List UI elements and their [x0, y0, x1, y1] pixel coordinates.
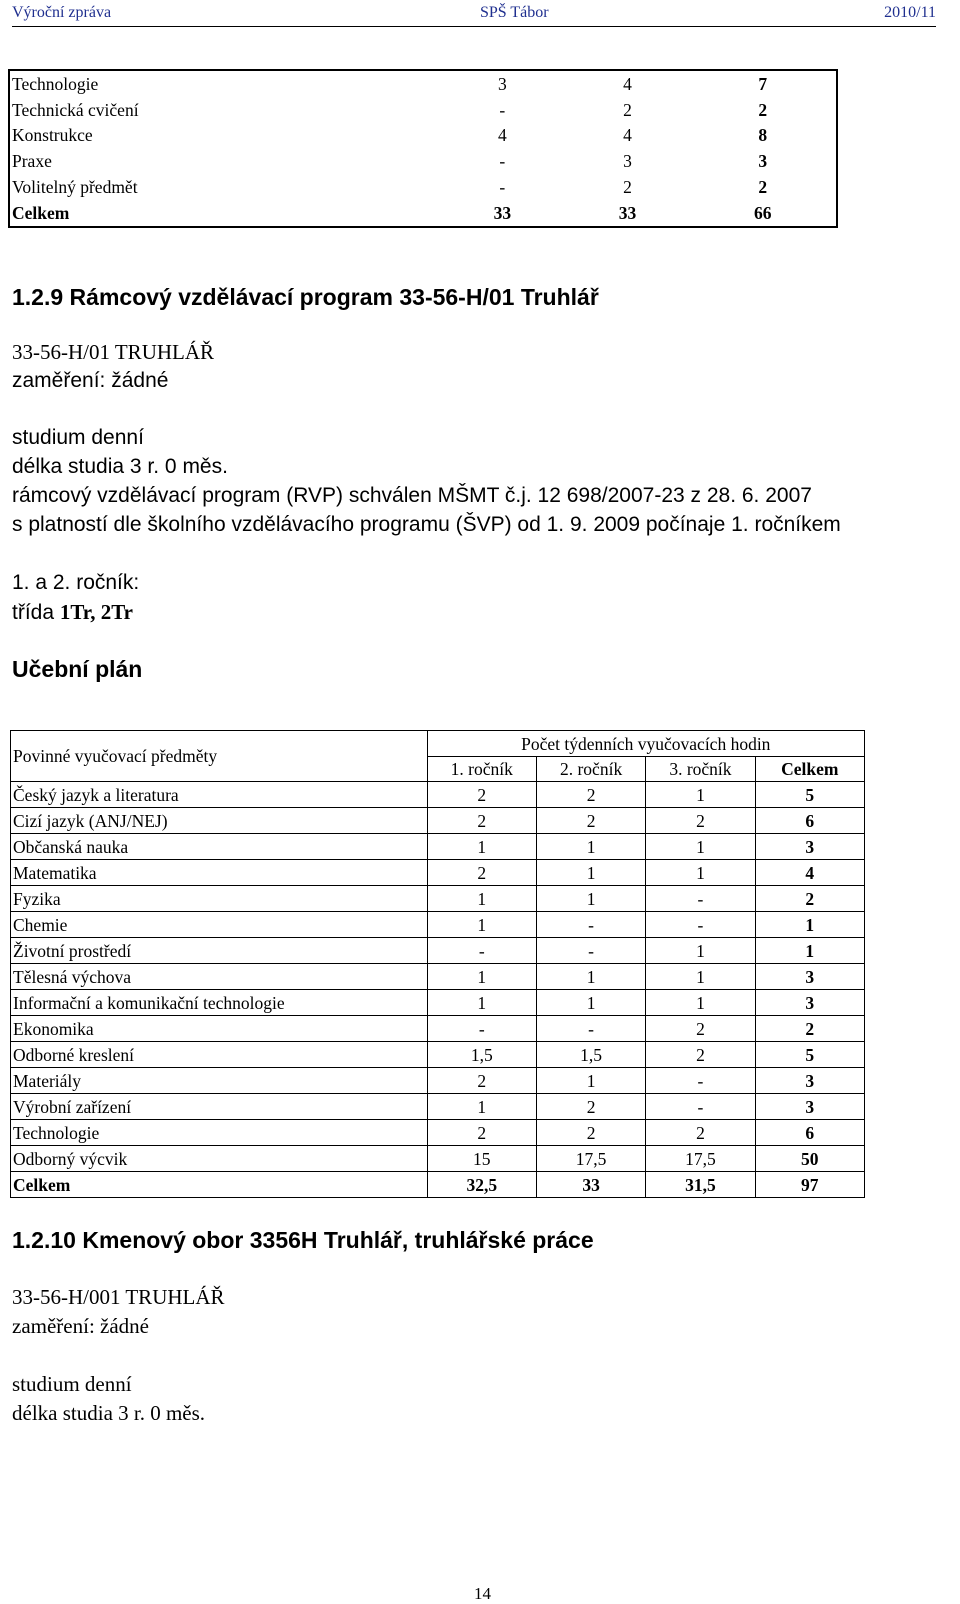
hours-cell: 1: [427, 912, 536, 938]
table-row: [9, 70, 837, 97]
hours-cell: 33: [618, 202, 637, 223]
hours-cell: 3: [623, 151, 632, 172]
table-row: [9, 97, 837, 123]
subject-name: Životní prostředí: [11, 938, 428, 964]
table-row: [9, 200, 837, 227]
page-number: 14: [474, 1584, 491, 1603]
hours-cell: 33: [536, 1172, 645, 1198]
section-heading-1-2-9: 1.2.9 Rámcový vzdělávací program 33-56-H/01 Truhlář: [12, 284, 599, 310]
class-line: [12, 600, 133, 625]
hours-cell: 1: [536, 834, 645, 860]
hours-cell: 4: [497, 125, 507, 146]
subject-name: Chemie: [11, 912, 428, 938]
hours-cell: 31,5: [646, 1172, 755, 1198]
header-right: 2010/11: [884, 4, 936, 21]
study-form: studium denní: [12, 426, 144, 449]
total-cell: 1: [755, 912, 864, 938]
table-row: [11, 1068, 865, 1094]
svp-validity: s platností dle školního vzdělávacího programu (ŠVP) od 1. 9. 2009 počínaje 1. ročníkem: [12, 513, 841, 536]
hours-cell: 2: [427, 1068, 536, 1094]
subject-name: Celkem: [11, 1172, 428, 1198]
class-value: 1Tr, 2Tr: [59, 600, 133, 624]
total-cell: 6: [755, 1120, 864, 1146]
subject-name: Občanská nauka: [11, 834, 428, 860]
hours-cell: 1: [646, 834, 755, 860]
table-row: [11, 1146, 865, 1172]
subject-name: Praxe: [12, 151, 52, 172]
total-cell: 2: [758, 177, 768, 198]
hours-cell: 2: [427, 860, 536, 886]
hours-cell: 3: [497, 73, 507, 94]
subject-name: Odborný výcvik: [11, 1146, 428, 1172]
total-cell: 2: [758, 99, 768, 120]
table-row: [11, 912, 865, 938]
hours-cell: 2: [536, 782, 645, 808]
hours-cell: 1: [646, 990, 755, 1016]
hours-cell: 1: [427, 990, 536, 1016]
hours-cell: 1: [536, 886, 645, 912]
hours-cell: 2: [646, 1120, 755, 1146]
hours-cell: -: [427, 1016, 536, 1042]
total-cell: 3: [758, 151, 768, 172]
total-cell: 4: [755, 860, 864, 886]
table-row: [11, 886, 865, 912]
hours-cell: -: [646, 912, 755, 938]
year-label: 1. a 2. ročník:: [12, 571, 140, 594]
hours-cell: 1: [427, 886, 536, 912]
table-row: [11, 1016, 865, 1042]
subject-name: Výrobní zařízení: [11, 1094, 428, 1120]
total-cell: 66: [753, 202, 772, 223]
hours-cell: 1: [536, 860, 645, 886]
hours-cell: 2: [646, 1042, 755, 1068]
subject-name: Cizí jazyk (ANJ/NEJ): [11, 808, 428, 834]
top-hours-table: [8, 69, 838, 228]
total-cell: 2: [755, 886, 864, 912]
table-row: [9, 148, 837, 174]
total-cell: 97: [755, 1172, 864, 1198]
total-cell: 3: [755, 1094, 864, 1120]
table-row: [11, 808, 865, 834]
subject-name: Technická cvičení: [12, 99, 139, 120]
table-row: [11, 1120, 865, 1146]
col-header-year1: 1. ročník: [427, 757, 536, 782]
subject-name: Technologie: [12, 73, 99, 94]
hours-cell: 2: [646, 808, 755, 834]
col-header-total: Celkem: [755, 757, 864, 782]
study-plan-table: [10, 730, 865, 1198]
hours-cell: 1: [427, 1094, 536, 1120]
table-row: [11, 782, 865, 808]
total-cell: 3: [755, 834, 864, 860]
hours-cell: 2: [536, 1094, 645, 1120]
program-code: 33-56-H/01 TRUHLÁŘ: [12, 340, 215, 364]
hours-cell: 2: [623, 177, 632, 198]
hours-cell: 4: [623, 125, 632, 146]
hours-cell: 2: [427, 782, 536, 808]
class-prefix: třída: [12, 601, 60, 624]
header-center: SPŠ Tábor: [480, 4, 549, 21]
total-cell: 1: [755, 938, 864, 964]
table-row: [11, 1094, 865, 1120]
hours-group-header: Počet týdenních vyučovacích hodin: [427, 731, 864, 757]
subject-name: Fyzika: [11, 886, 428, 912]
table-row: [9, 123, 837, 149]
hours-cell: -: [646, 886, 755, 912]
subject-name: Ekonomika: [11, 1016, 428, 1042]
hours-cell: 1: [536, 964, 645, 990]
hours-cell: 1: [536, 990, 645, 1016]
plan-heading: Učební plán: [12, 656, 143, 682]
total-row: [11, 1172, 865, 1198]
total-cell: 6: [755, 808, 864, 834]
hours-cell: -: [427, 938, 536, 964]
hours-cell: 1: [646, 964, 755, 990]
col-header-year2: 2. ročník: [536, 757, 645, 782]
total-cell: 3: [755, 990, 864, 1016]
hours-cell: 2: [427, 808, 536, 834]
specialization: zaměření: žádné: [12, 369, 169, 392]
hours-cell: -: [646, 1068, 755, 1094]
study-form-2: studium denní: [12, 1372, 132, 1396]
total-cell: 3: [755, 1068, 864, 1094]
hours-cell: -: [646, 1094, 755, 1120]
header-left: Výroční zpráva: [12, 4, 112, 21]
total-cell: 5: [755, 782, 864, 808]
hours-cell: 2: [427, 1120, 536, 1146]
total-cell: 50: [755, 1146, 864, 1172]
subject-header: Povinné vyučovací předměty: [11, 731, 428, 782]
hours-cell: 32,5: [427, 1172, 536, 1198]
total-cell: 8: [758, 125, 768, 146]
table-row: [11, 860, 865, 886]
table-row: [11, 938, 865, 964]
hours-cell: 2: [536, 808, 645, 834]
hours-cell: -: [536, 1016, 645, 1042]
hours-cell: 33: [493, 202, 512, 223]
subject-name: Matematika: [11, 860, 428, 886]
total-cell: 5: [755, 1042, 864, 1068]
hours-cell: 1: [427, 834, 536, 860]
subject-name: Informační a komunikační technologie: [11, 990, 428, 1016]
hours-cell: 1: [536, 1068, 645, 1094]
study-length-2: délka studia 3 r. 0 měs.: [12, 1401, 206, 1425]
hours-cell: 2: [623, 99, 632, 120]
running-header: [12, 2, 936, 27]
table-row: [11, 964, 865, 990]
table-row: [11, 990, 865, 1016]
table-row: [9, 174, 837, 200]
hours-cell: 17,5: [536, 1146, 645, 1172]
subject-name: Konstrukce: [12, 125, 93, 146]
hours-cell: 17,5: [646, 1146, 755, 1172]
hours-cell: -: [499, 177, 506, 198]
col-header-year3: 3. ročník: [646, 757, 755, 782]
hours-cell: 15: [427, 1146, 536, 1172]
hours-cell: -: [499, 99, 506, 120]
subject-name: Materiály: [11, 1068, 428, 1094]
hours-cell: 2: [646, 1016, 755, 1042]
total-cell: 3: [755, 964, 864, 990]
hours-cell: 1: [646, 938, 755, 964]
subject-name: Odborné kreslení: [11, 1042, 428, 1068]
program-code-2: 33-56-H/001 TRUHLÁŘ: [12, 1285, 225, 1309]
subject-name: Volitelný předmět: [12, 177, 138, 198]
subject-name: Technologie: [11, 1120, 428, 1146]
hours-cell: -: [499, 151, 506, 172]
subject-name: Tělesná výchova: [11, 964, 428, 990]
section-heading-1-2-10: 1.2.10 Kmenový obor 3356H Truhlář, truhlářské práce: [12, 1227, 594, 1253]
table-row: [11, 1042, 865, 1068]
subject-name: Celkem: [12, 202, 70, 223]
subject-name: Český jazyk a literatura: [11, 782, 428, 808]
study-length: délka studia 3 r. 0 měs.: [12, 455, 228, 478]
table-row: [11, 834, 865, 860]
hours-cell: 1,5: [536, 1042, 645, 1068]
rvp-approval: rámcový vzdělávací program (RVP) schválen MŠMT č.j. 12 698/2007-23 z 28. 6. 2007: [12, 484, 812, 507]
total-cell: 7: [758, 73, 768, 94]
hours-cell: -: [536, 912, 645, 938]
hours-cell: -: [536, 938, 645, 964]
total-cell: 2: [755, 1016, 864, 1042]
hours-cell: 1: [427, 964, 536, 990]
hours-cell: 1: [646, 782, 755, 808]
specialization-2: zaměření: žádné: [12, 1314, 149, 1338]
hours-cell: 2: [536, 1120, 645, 1146]
hours-cell: 4: [623, 73, 632, 94]
hours-cell: 1,5: [427, 1042, 536, 1068]
hours-cell: 1: [646, 860, 755, 886]
